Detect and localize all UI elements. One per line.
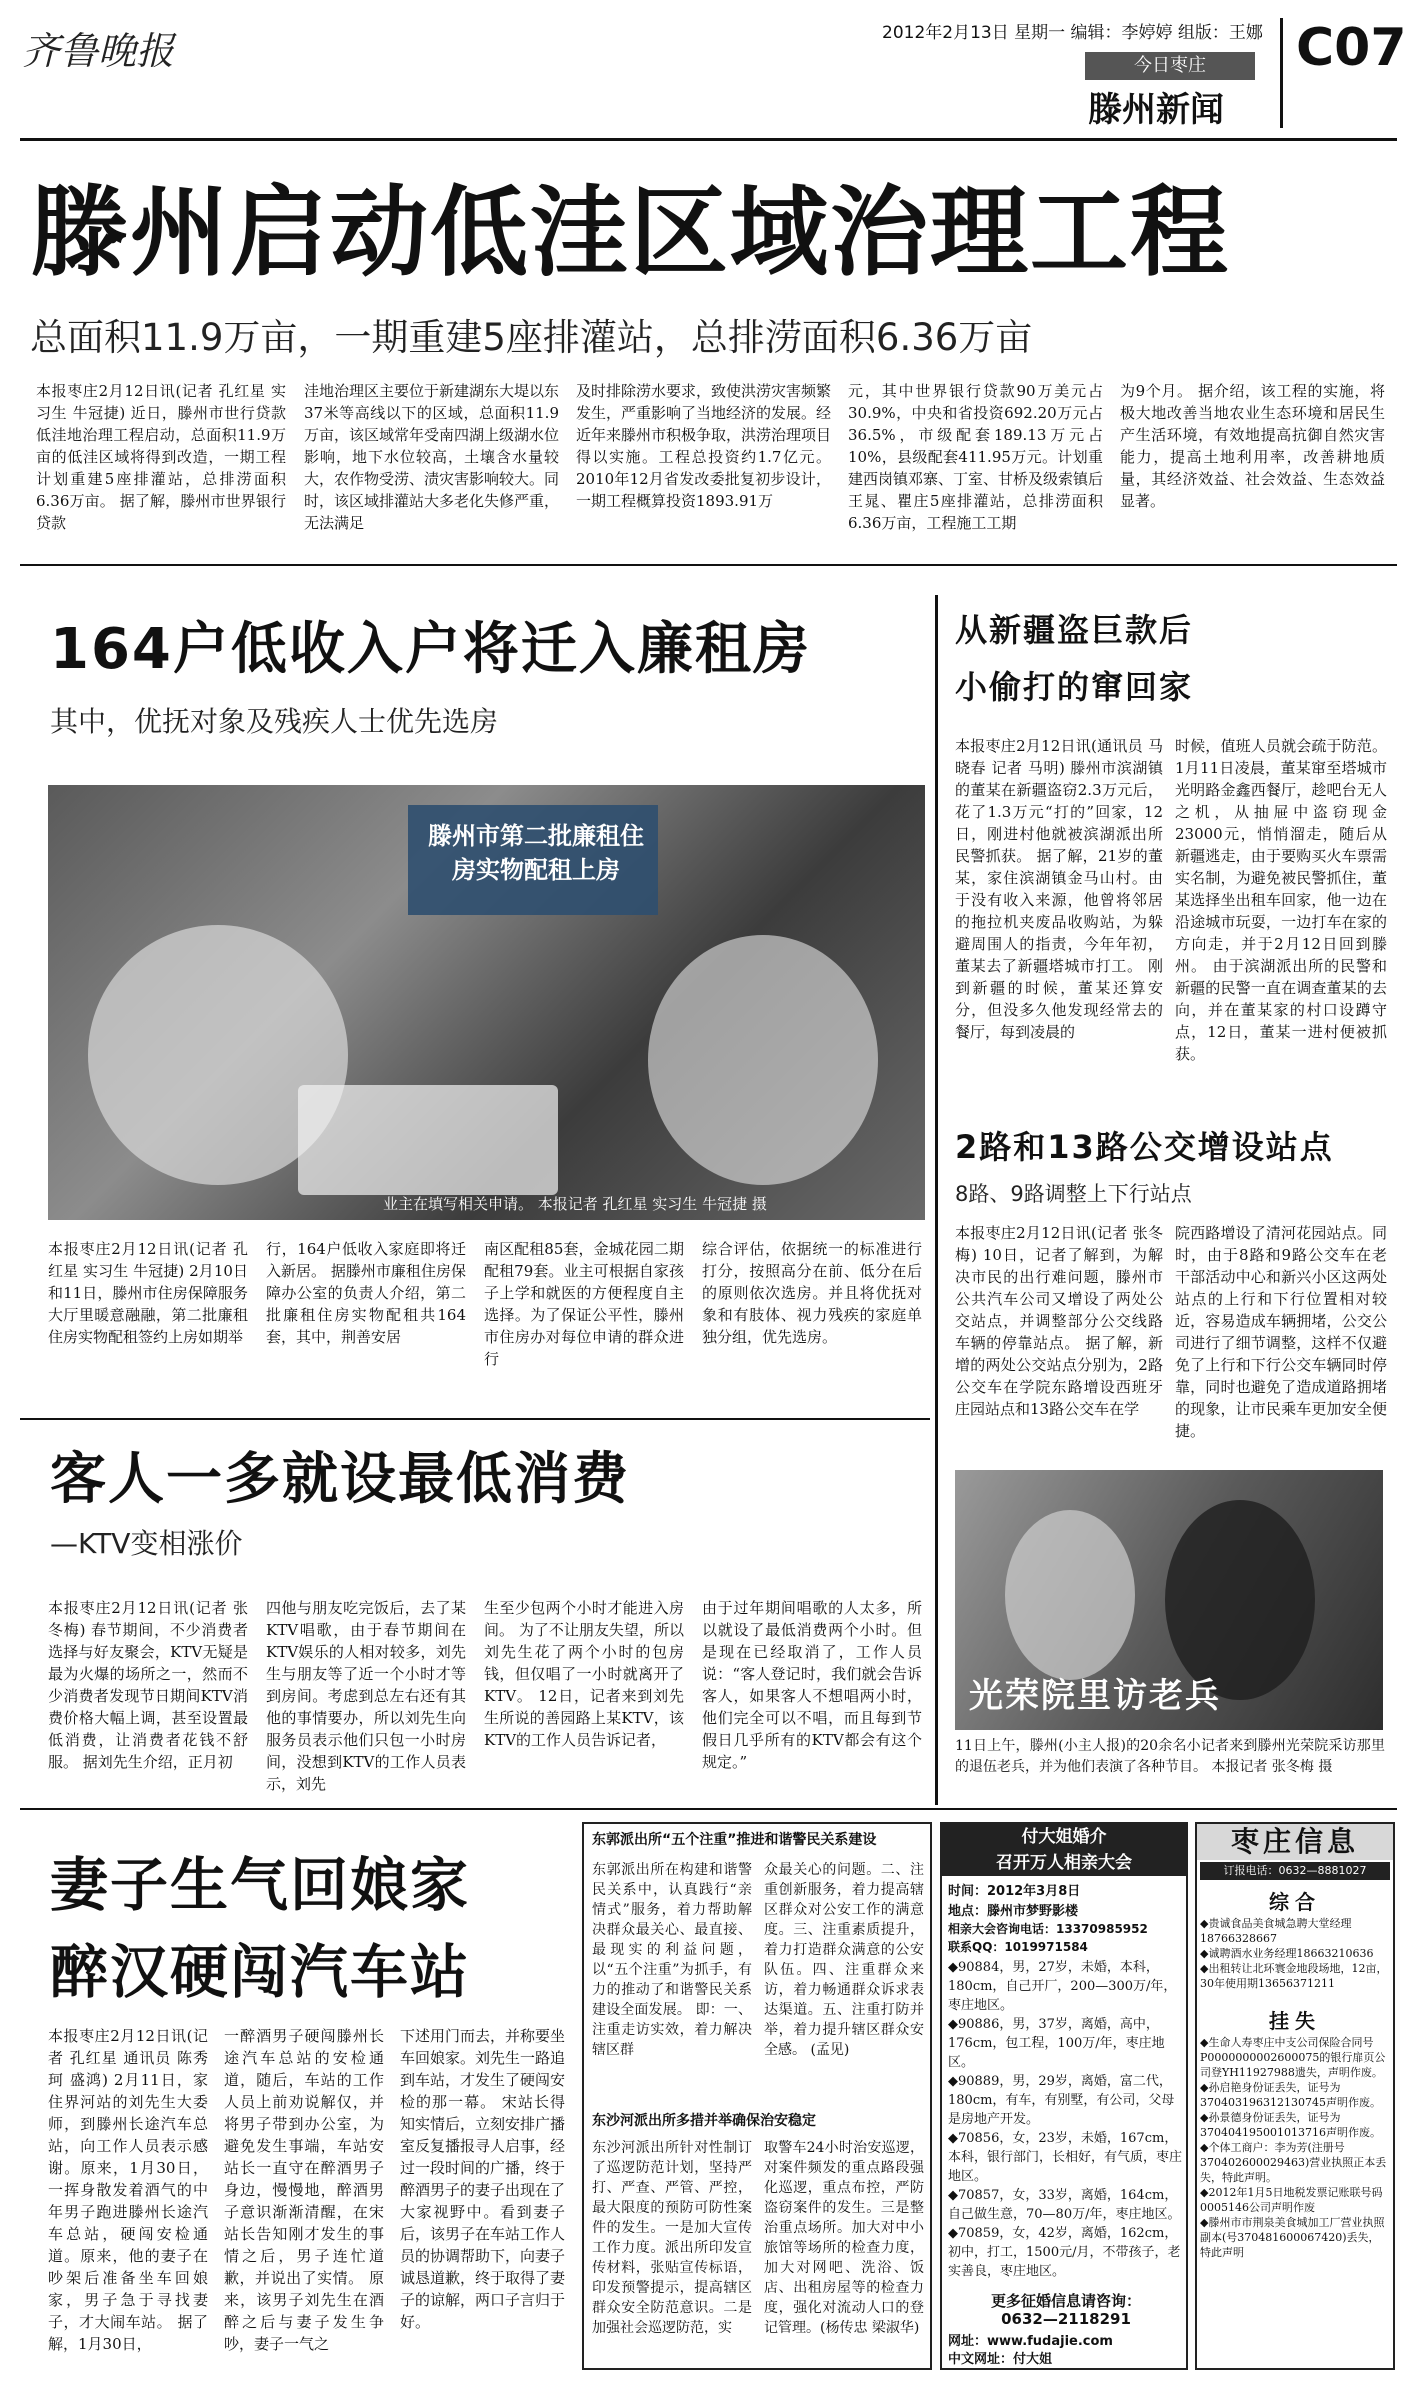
matchmaking-entry: ◆90884，男，27岁，未婚，本科，180cm，自己开厂，200—300万/年，枣庄地区。	[948, 1960, 1177, 2013]
masthead-rule	[20, 138, 1397, 141]
newspaper-logo: 齐鲁晚报	[22, 29, 175, 73]
housing-col-3: 南区配租85套，金城花园二期配租79套。业主可根据自家孩子上学和就医的方便程度自主选择。为了保证公平性，滕州市住房办对每位申请的群众进行	[484, 1240, 684, 1368]
housing-headline: 164户低收入户将迁入廉租房	[50, 617, 811, 682]
matchmaking-entry: ◆70857，女，33岁，离婚，164cm，自己做生意，70—80万/年，枣庄地区。	[948, 2188, 1181, 2222]
dongshahe-col-2: 取警车24小时治安巡逻，对案件频发的重点路段强化巡逻，重点布控，严防盗窃案件的发生。三是整治重点场所。加大对中小旅馆等场所的检查力度，加大对网吧、洗浴、饭店、出租房屋等的检查力度，强化对流动人口的登记管理。(杨传忠 梁淑华)	[764, 2140, 924, 2336]
lead-col-4: 元，其中世界银行贷款90万美元占30.9%，中央和省投资692.20万元占36.5%，市级配套189.13万元占10%，县级配套411.95万元。计划重建西岗镇邓寨、丁室、甘桥及级索镇后王晁、瞿庄5座排灌站，总排涝面积6.36万亩，工程施工工期	[848, 382, 1103, 532]
ktv-subhead: —KTV变相涨价	[50, 1527, 243, 1560]
classifieds-lost-heading: 挂失	[1269, 2009, 1321, 2033]
dongguo-headline: 东郭派出所“五个注重”推进和谐警民关系建设	[592, 1832, 877, 1848]
ktv-col-3: 生至少包两个小时才能进入房间。 为了不让朋友失望，所以刘先生花了两个小时的包房钱，但仅唱了一小时就离开了KTV。 12日，记者来到刘先生所说的善园路上某KTV，该KTV的工作人员告诉记者，	[484, 1599, 684, 1749]
dongshahe-headline: 东沙河派出所多措并举确保治安稳定	[592, 2113, 816, 2129]
classified-item: ◆贵诚食品美食城急聘大堂经理18766328667	[1200, 1917, 1352, 1945]
lead-col-5: 为9个月。 据介绍，该工程的实施，将极大地改善当地农业生态环境和居民生产生活环境，有效地提高抗御自然灾害能力，提高土地利用率，改善耕地质量，其经济效益、社会效益、生态效益显著。	[1120, 382, 1385, 510]
classified-item: ◆个体工商户：李为芳(注册号370402600029463)营业执照正本丢失，特此声明。	[1200, 2141, 1387, 2184]
dongguo-col-2: 众最关心的问题。二、注重创新服务，着力提高辖区群众对公安工作的满意度。三、注重素质提升，着力打造群众满意的公安队伍。四、注重群众来访，着力畅通群众诉求表达渠道。五、注重打防并举，着力提升辖区群众安全感。 (孟见)	[764, 1862, 924, 2058]
bus-subhead: 8路、9路调整上下行站点	[955, 1182, 1192, 1206]
classified-item: ◆孙启艳身份证丢失，证号为370403196312130745声明作废。	[1200, 2081, 1381, 2109]
classifieds-title: 枣庄信息	[1197, 1824, 1393, 1860]
matchmaking-entry: ◆70859，女，42岁，离婚，162cm，初中，打工，1500元/月，不带孩子，老实善良，枣庄地区。	[948, 2226, 1181, 2279]
matchmaking-cn-website: 中文网址：付大姐	[948, 2352, 1053, 2367]
matchmaking-entry: ◆90886，男，37岁，离婚，高中，176cm，包工程，100万/年，枣庄地区。	[948, 2017, 1165, 2070]
dongguo-col-1: 东郭派出所在构建和谐警民关系中，认真践行“亲情式”服务，着力帮助解决群众最关心、最直接、最现实的利益问题，以“五个注重”为抓手，有力的推动了和谐警民关系建设全面发展。 即：一、注重走访实效，着力解决辖区群	[592, 1862, 752, 2058]
housing-bottom-rule	[20, 1418, 930, 1420]
classified-item: ◆2012年1月5日地税发票记账联号码0005146公司声明作废	[1200, 2186, 1383, 2214]
matchmaking-qq: 联系QQ：1019971584	[948, 1940, 1088, 1954]
photo-sign-text: 滕州市第二批廉租住房实物配租上房	[428, 822, 644, 884]
bus-col-2: 院西路增设了清河花园站点。同时，由于8路和9路公交车在老干部活动中心和新兴小区这两处站点的上行和下行位置相对较近，容易造成车辆拥堵，公交公司进行了细节调整，这样不仅避免了上行和下行公交车辆同时停靠，同时也避免了造成道路拥堵的现象，让市民乘车更加安全便捷。	[1175, 1224, 1387, 1440]
veterans-caption: 11日上午，滕州(小主人报)的20余名小记者来到滕州光荣院采访那里的退伍老兵，并为他们表演了各种节目。 本报记者 张冬梅 摄	[955, 1738, 1385, 1775]
bus-headline: 2路和13路公交增设站点	[955, 1128, 1334, 1166]
matchmaking-phone: 相亲大会咨询电话：13370985952	[948, 1922, 1148, 1936]
lead-col-1: 本报枣庄2月12日讯(记者 孔红星 实习生 牛冠捷) 近日，滕州市世行贷款低洼地治理工程启动，总面积11.9万亩的低洼区域将得到改造，一期工程计划重建5座排灌站，总排涝面积6.36万亩。 据了解，滕州市世界银行贷款	[36, 382, 286, 532]
matchmaking-entry: ◆90889，男，29岁，离婚，富二代，180cm，有车，有别墅，有公司，父母是房地产开发。	[948, 2074, 1175, 2127]
housing-subhead: 其中，优抚对象及残疾人士优先选房	[50, 705, 499, 738]
matchmaking-place: 地点：滕州市梦野影楼	[948, 1904, 1079, 1919]
classifieds-general-heading: 综合	[1269, 1890, 1321, 1914]
thief-col-2: 时候，值班人员就会疏于防范。1月11日凌晨，董某窜至塔城市光明路金鑫西餐厅，趁吧台无人之机，从抽屉中盗窃现金23000元，悄悄溜走，随后从新疆逃走，由于要购买火车票需实名制，为避免被民警抓住，董某选择坐出租车回家，他一边在沿途城市玩耍，一边打车在家的方向走，并于2月12日回到滕州。 由于滨湖派出所的民警和新疆的民警一直在调查董某的去向，并在董某家的村口设蹲守点，12日，董某一进村便被抓获。	[1175, 737, 1387, 1063]
date-editor-line: 2012年2月13日 星期一 编辑：李婷婷 组版：王娜	[882, 23, 1263, 43]
today-label: 今日枣庄	[1085, 52, 1255, 80]
classifieds-general-list	[1200, 1916, 1390, 1991]
classified-item: ◆生命人寿枣庄中支公司保险合同号P0000000002600075的银行扉页公司登YH11927988遗失，声明作废。	[1200, 2036, 1386, 2079]
classifieds-lost-list	[1200, 2035, 1390, 2365]
page-number: C07	[1296, 18, 1407, 78]
classified-item: ◆诚聘酒水业务经理18663210636	[1200, 1947, 1374, 1960]
right-column-divider	[935, 595, 938, 1805]
lead-subhead: 总面积11.9万亩，一期重建5座排灌站，总排涝面积6.36万亩	[30, 316, 1033, 359]
ktv-col-1: 本报枣庄2月12日讯(记者 张冬梅) 春节期间，不少消费者选择与好友聚会，KTV无疑是最为火爆的场所之一，然而不少消费者发现节日期间KTV消费价格大幅上调，甚至设置最低消费，让消费者花钱不舒服。 据刘先生介绍，正月初	[48, 1599, 248, 1771]
lead-col-2: 洼地治理区主要位于新建湖东大堤以东37米等高线以下的区域，总面积11.9万亩，该区域常年受南四湖上级湖水位影响，地下水位较高，土壤含水量较大，农作物受涝、渍灾害影响较大。同时，该区域排灌站大多老化失修严重，无法满足	[304, 382, 559, 532]
matchmaking-more-info: 更多征婚信息请咨询：	[990, 2292, 1141, 2310]
drunk-col-3: 下述用门而去，并称要坐车回娘家。刘先生一路追到车站，才发生了硬闯安检的那一幕。 宋站长得知实情后，立刻安排广播室反复播报寻人启事，经过一段时间的广播，终于醉酒男子的妻子出现在了大家视野中。看到妻子后，该男子在车站工作人员的协调帮助下，向妻子诚恳道歉，终于取得了妻子的谅解，两口子言归于好。	[400, 2027, 565, 2331]
housing-col-4: 综合评估，依据统一的标准进行打分，按照高分在前、低分在后的原则依次选房。并且将优抚对象和有肢体、视力残疾的家庭单独分组，优先选房。	[702, 1240, 922, 1346]
housing-col-2: 行，164户低收入家庭即将迁入新居。 据滕州市廉租住房保障办公室的负责人介绍，第二批廉租住房实物配租共164套，其中，荆善安居	[266, 1240, 466, 1346]
dongshahe-col-1: 东沙河派出所针对性制订了巡逻防范计划，坚持严打、严查、严管、严控，最大限度的预防可防性案件的发生。一是加大宣传工作力度。派出所印发宣传材料，张贴宣传标语，印发预警提示，提高辖区群众安全防范意识。二是加强社会巡逻防范，实	[592, 2140, 752, 2336]
masthead-divider	[1280, 18, 1283, 128]
veterans-photo-title: 光荣院里访老兵	[969, 1676, 1221, 1716]
ktv-col-2: 四他与朋友吃完饭后，去了某KTV唱歌，由于春节期间在KTV娱乐的人相对较多，刘先生与朋友等了近一个小时才等到房间。考虑到总左右还有其他的事情要办，所以刘先生向服务员表示他们只包一小时房间，没想到KTV的工作人员表示，刘先	[266, 1599, 466, 1793]
ktv-headline: 客人一多就设最低消费	[50, 1447, 630, 1512]
matchmaking-entries	[948, 1958, 1184, 2283]
thief-col-1: 本报枣庄2月12日讯(通讯员 马晓春 记者 马明) 滕州市滨湖镇的董某在新疆盗窃2.3万元后，花了1.3万元“打的”回家，12日，刚进村他就被滨湖派出所民警抓获。 据了解，21岁的董某，家住滨湖镇金马山村。由于没有收入来源，他曾将邻居的拖拉机夹废品收购站，为躲避周围人的指责，今年年初，董某去了新疆塔城市打工。 刚到新疆的时候，董某还算安分，但没多久他发现经常去的餐厅，每到凌晨的	[955, 737, 1163, 1041]
classified-item: ◆出租转让北环寰金地段场地，12亩，30年使用期13656371211	[1200, 1962, 1388, 1990]
thief-headline-line1: 从新疆盗巨款后	[955, 611, 1194, 649]
matchmaking-hotline: 0632—2118291	[1001, 2310, 1131, 2328]
drunk-headline-line1: 妻子生气回娘家	[50, 1851, 471, 1919]
classified-item: ◆滕州市市荆泉美食城加工厂营业执照副本(号370481600067420)丢失，特此声明	[1200, 2216, 1385, 2259]
lead-col-3: 及时排除涝水要求，致使洪涝灾害频繁发生，严重影响了当地经济的发展。经近年来滕州市积极争取，洪涝治理项目得以实施。工程总投资约1.7亿元。2010年12月省发改委批复初步设计，一期工程概算投资1893.91万	[576, 382, 831, 510]
ktv-col-4: 由于过年期间唱歌的人太多，所以就设了最低消费两个小时。但是现在已经取消了，工作人员说：“客人登记时，我们就会告诉客人，如果客人不想唱两小时，他们完全可以不唱，而且每到节假日几乎所有的KTV都会有这个规定。”	[702, 1599, 922, 1771]
matchmaking-entry: ◆70856，女，23岁，未婚，167cm，本科，银行部门，长相好，有气质，枣庄地区。	[948, 2131, 1183, 2184]
bus-col-1: 本报枣庄2月12日讯(记者 张冬梅) 10日，记者了解到，为解决市民的出行难问题，滕州市公共汽车公司又增设了两处公交站点，并调整部分公交线路车辆的停靠站点。 据了解，新增的两处公交站点分别为，2路公交车在学院东路增设西班牙庄园站点和13路公交车在学	[955, 1224, 1163, 1418]
drunk-col-2: 一醉酒男子硬闯滕州长途汽车总站的安检通道，随后，车站的工作人员上前劝说解仅，并将男子带到办公室，为避免发生事端，车站安站长一直守在醉酒男子身边，慢慢地，醉酒男子意识渐渐清醒，在宋站长告知刚才发生的事情之后，男子连忙道歉，并说出了实情。 原来，该男子刘先生在酒醉之后与妻子发生争吵，妻子一气之	[224, 2027, 384, 2353]
matchmaking-website[interactable]: 网址：www.fudajie.com	[948, 2334, 1113, 2349]
drunk-headline-line2: 醉汉硬闯汽车站	[50, 1938, 471, 2006]
classifieds-subscribe-line: 订报电话：0632—8881027	[1200, 1862, 1390, 1880]
veterans-photo	[955, 1470, 1383, 1730]
housing-col-1: 本报枣庄2月12日讯(记者 孔红星 实习生 牛冠捷) 2月10日和11日，滕州市住房保障服务大厅里暖意融融，第二批廉租住房实物配租签约上房如期举	[48, 1240, 248, 1346]
classified-item: ◆孙景德身份证丢失，证号为370404195001013716声明作废。	[1200, 2111, 1381, 2139]
matchmaking-ad-event: 召开万人相亲大会	[942, 1850, 1186, 1876]
lead-headline: 滕州启动低洼区域治理工程	[30, 176, 1231, 290]
section-title: 滕州新闻	[1088, 90, 1224, 130]
matchmaking-time: 时间：2012年3月8日	[948, 1884, 1081, 1899]
housing-photo-caption: 业主在填写相关申请。 本报记者 孔红星 实习生 牛冠捷 摄	[383, 1195, 767, 1213]
matchmaking-ad-title: 付大姐婚介	[942, 1824, 1186, 1850]
lower-rule	[20, 1808, 1397, 1810]
thief-headline-line2: 小偷打的窜回家	[955, 668, 1194, 706]
drunk-col-1: 本报枣庄2月12日讯(记者 孔红星 通讯员 陈秀珂 盛鸿) 2月11日，家住界河站的刘先生大委师，到滕州长途汽车总站，向工作人员表示感谢。原来，1月30日，一挥身散发着酒气的中年男子跑进滕州长途汽车总站，硬闯安检通道。原来，他的妻子在吵架后准备坐车回娘家，男子急于寻找妻子，才大闹车站。 据了解，1月30日，	[48, 2027, 208, 2353]
housing-photo	[48, 785, 925, 1220]
lead-bottom-rule	[20, 564, 1397, 566]
